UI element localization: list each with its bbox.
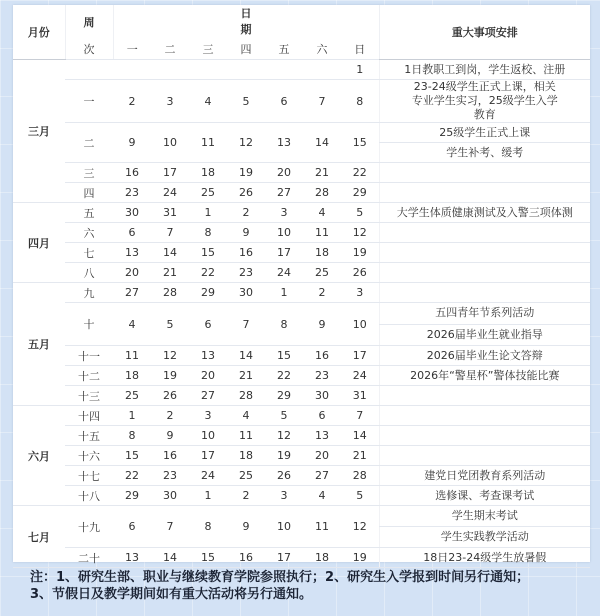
event-cell — [379, 386, 590, 406]
date-cell: 5 — [151, 303, 189, 346]
date-cell: 8 — [341, 80, 379, 123]
date-cell: 16 — [113, 163, 151, 183]
footnote-line-1: 注：1、研究生部、职业与继续教育学院参照执行；2、研究生入学报到时间另行通知； — [30, 570, 530, 585]
date-cell: 13 — [189, 346, 227, 366]
date-cell: 13 — [303, 426, 341, 446]
date-cell: 15 — [189, 548, 227, 568]
day-header-thu: 四 — [227, 39, 265, 60]
date-cell: 20 — [113, 263, 151, 283]
week-row — [13, 163, 590, 183]
date-cell: 21 — [303, 163, 341, 183]
calendar-card — [13, 5, 590, 565]
week-row — [13, 223, 590, 243]
date-cell: 23 — [303, 366, 341, 386]
date-cell: 22 — [189, 263, 227, 283]
week-number: 十九 — [65, 506, 113, 548]
event-cell: 学生实践教学活动 — [379, 527, 590, 548]
date-cell: 2 — [227, 203, 265, 223]
event-cell: 1日教职工到岗，学生返校、注册 — [379, 60, 590, 80]
date-cell: 11 — [303, 223, 341, 243]
date-cell: 19 — [265, 446, 303, 466]
date-cell: 2 — [227, 486, 265, 506]
month-label: 四月 — [13, 203, 65, 283]
date-cell: 28 — [341, 466, 379, 486]
date-cell: 6 — [113, 506, 151, 548]
date-cell: 9 — [151, 426, 189, 446]
event-cell — [379, 243, 590, 263]
month-label: 三月 — [13, 60, 65, 203]
date-cell: 4 — [227, 406, 265, 426]
week-row — [13, 203, 590, 223]
date-cell: 29 — [189, 283, 227, 303]
event-cell: 2026年“警星杯”警体技能比赛 — [379, 366, 590, 386]
event-cell: 学生补考、缓考 — [379, 143, 590, 163]
date-cell: 11 — [189, 123, 227, 163]
date-cell: 7 — [151, 506, 189, 548]
date-cell — [265, 60, 303, 80]
date-cell: 14 — [151, 243, 189, 263]
week-row — [13, 506, 590, 527]
date-cell: 22 — [341, 163, 379, 183]
date-cell — [113, 60, 151, 80]
date-cell: 4 — [303, 203, 341, 223]
event-cell: 18日23-24级学生放暑假 — [379, 548, 590, 568]
date-cell: 17 — [265, 548, 303, 568]
week-number: 三 — [65, 163, 113, 183]
week-row — [13, 183, 590, 203]
date-cell: 25 — [227, 466, 265, 486]
week-number: 二十 — [65, 548, 113, 568]
date-header — [113, 5, 379, 39]
week-row — [13, 466, 590, 486]
event-cell: 学生期末考试 — [379, 506, 590, 527]
date-cell: 15 — [265, 346, 303, 366]
date-cell: 5 — [265, 406, 303, 426]
date-cell: 29 — [113, 486, 151, 506]
week-number: 五 — [65, 203, 113, 223]
date-cell: 4 — [189, 80, 227, 123]
week-number: 十六 — [65, 446, 113, 466]
day-header-sun: 日 — [341, 39, 379, 60]
week-row — [13, 346, 590, 366]
event-cell — [379, 406, 590, 426]
event-cell: 2026届毕业生论文答辩 — [379, 346, 590, 366]
date-cell: 2 — [151, 406, 189, 426]
date-cell: 14 — [341, 426, 379, 446]
week-number: 四 — [65, 183, 113, 203]
week-number: 十二 — [65, 366, 113, 386]
date-cell: 18 — [227, 446, 265, 466]
date-cell: 6 — [189, 303, 227, 346]
event-cell: 大学生体质健康测试及入警三项体测 — [379, 203, 590, 223]
date-cell: 15 — [113, 446, 151, 466]
date-cell: 17 — [151, 163, 189, 183]
date-cell: 5 — [341, 486, 379, 506]
date-cell: 28 — [303, 183, 341, 203]
date-cell: 18 — [189, 163, 227, 183]
date-cell: 3 — [265, 203, 303, 223]
date-cell: 10 — [341, 303, 379, 346]
date-cell: 16 — [227, 548, 265, 568]
date-cell: 20 — [303, 446, 341, 466]
footnote-line-2: 3、节假日及教学期间如有重大活动将另行通知。 — [30, 587, 313, 602]
date-cell: 26 — [265, 466, 303, 486]
date-cell: 20 — [265, 163, 303, 183]
date-cell — [303, 60, 341, 80]
date-cell: 2 — [303, 283, 341, 303]
date-cell: 4 — [303, 486, 341, 506]
date-cell: 9 — [303, 303, 341, 346]
date-cell: 18 — [113, 366, 151, 386]
date-cell: 31 — [151, 203, 189, 223]
date-cell: 10 — [265, 223, 303, 243]
event-cell — [379, 426, 590, 446]
date-cell: 18 — [303, 243, 341, 263]
calendar-body — [13, 60, 590, 568]
date-cell: 12 — [151, 346, 189, 366]
week-number — [65, 60, 113, 80]
date-cell: 26 — [227, 183, 265, 203]
date-cell: 24 — [151, 183, 189, 203]
week-row — [13, 406, 590, 426]
month-label: 五月 — [13, 283, 65, 406]
date-cell: 9 — [227, 223, 265, 243]
week-number: 十五 — [65, 426, 113, 446]
date-cell: 16 — [303, 346, 341, 366]
date-cell: 23 — [113, 183, 151, 203]
week-number: 九 — [65, 283, 113, 303]
day-header-tue: 二 — [151, 39, 189, 60]
week-number: 二 — [65, 123, 113, 163]
date-cell: 7 — [303, 80, 341, 123]
date-cell: 1 — [341, 60, 379, 80]
date-cell: 3 — [265, 486, 303, 506]
date-cell: 11 — [303, 506, 341, 548]
day-header-mon: 一 — [113, 39, 151, 60]
date-cell: 10 — [189, 426, 227, 446]
date-cell: 5 — [227, 80, 265, 123]
date-cell: 26 — [151, 386, 189, 406]
date-cell: 19 — [227, 163, 265, 183]
date-cell: 1 — [189, 486, 227, 506]
date-cell: 3 — [151, 80, 189, 123]
date-cell: 6 — [303, 406, 341, 426]
date-cell — [227, 60, 265, 80]
date-cell: 11 — [113, 346, 151, 366]
event-cell: 2026届毕业生就业指导 — [379, 324, 590, 346]
week-header-bottom: 次 — [65, 39, 113, 60]
date-cell: 23 — [227, 263, 265, 283]
date-cell: 30 — [303, 386, 341, 406]
week-number: 十四 — [65, 406, 113, 426]
date-cell: 1 — [189, 203, 227, 223]
date-cell: 6 — [113, 223, 151, 243]
date-cell: 16 — [151, 446, 189, 466]
date-cell — [151, 60, 189, 80]
date-cell: 12 — [341, 506, 379, 548]
date-cell: 9 — [113, 123, 151, 163]
week-number: 六 — [65, 223, 113, 243]
date-cell: 10 — [151, 123, 189, 163]
event-cell — [379, 283, 590, 303]
week-row — [13, 283, 590, 303]
events-header: 重大事项安排 — [379, 5, 590, 60]
week-number: 十 — [65, 303, 113, 346]
date-cell: 27 — [189, 386, 227, 406]
week-number: 十三 — [65, 386, 113, 406]
date-cell: 27 — [303, 466, 341, 486]
date-cell: 25 — [303, 263, 341, 283]
date-cell: 27 — [265, 183, 303, 203]
event-cell: 23-24级学生正式上课，相关专业学生实习，25级学生入学教育 — [379, 80, 590, 123]
date-cell: 15 — [341, 123, 379, 163]
date-cell: 12 — [341, 223, 379, 243]
date-cell: 21 — [227, 366, 265, 386]
date-cell: 22 — [265, 366, 303, 386]
event-cell — [379, 223, 590, 243]
month-header: 月份 — [13, 5, 65, 60]
event-cell: 建党日党团教育系列活动 — [379, 466, 590, 486]
date-cell: 24 — [341, 366, 379, 386]
date-cell: 1 — [265, 283, 303, 303]
date-cell: 11 — [227, 426, 265, 446]
week-row — [13, 366, 590, 386]
day-header-sat: 六 — [303, 39, 341, 60]
date-cell: 17 — [265, 243, 303, 263]
header-row-1 — [13, 5, 590, 39]
date-cell: 8 — [189, 506, 227, 548]
event-cell — [379, 446, 590, 466]
date-cell: 19 — [151, 366, 189, 386]
date-cell: 19 — [341, 243, 379, 263]
date-cell: 20 — [189, 366, 227, 386]
date-cell: 30 — [227, 283, 265, 303]
week-number: 八 — [65, 263, 113, 283]
date-cell: 22 — [113, 466, 151, 486]
date-cell: 8 — [189, 223, 227, 243]
week-row — [13, 386, 590, 406]
week-number: 十七 — [65, 466, 113, 486]
date-cell: 28 — [151, 283, 189, 303]
event-cell — [379, 163, 590, 183]
event-cell: 五四青年节系列活动 — [379, 303, 590, 325]
event-cell: 选修课、考查课考试 — [379, 486, 590, 506]
date-cell: 13 — [113, 243, 151, 263]
date-cell: 13 — [113, 548, 151, 568]
academic-calendar-table — [13, 5, 590, 568]
date-cell: 17 — [189, 446, 227, 466]
week-row — [13, 426, 590, 446]
event-cell: 25级学生正式上课 — [379, 123, 590, 143]
week-number: 七 — [65, 243, 113, 263]
month-label: 七月 — [13, 506, 65, 568]
date-cell: 9 — [227, 506, 265, 548]
week-row — [13, 303, 590, 325]
date-cell: 14 — [303, 123, 341, 163]
date-cell: 7 — [227, 303, 265, 346]
date-cell: 18 — [303, 548, 341, 568]
date-cell: 8 — [265, 303, 303, 346]
date-cell: 2 — [113, 80, 151, 123]
week-row — [13, 80, 590, 123]
date-cell: 26 — [341, 263, 379, 283]
date-cell: 7 — [151, 223, 189, 243]
week-row — [13, 123, 590, 143]
month-label: 六月 — [13, 406, 65, 506]
date-cell: 3 — [341, 283, 379, 303]
date-cell: 31 — [341, 386, 379, 406]
week-row — [13, 60, 590, 80]
date-cell: 30 — [113, 203, 151, 223]
week-row — [13, 243, 590, 263]
date-cell: 23 — [151, 466, 189, 486]
week-header-top: 周 — [65, 5, 113, 39]
event-cell — [379, 183, 590, 203]
date-cell: 25 — [113, 386, 151, 406]
week-number: 十八 — [65, 486, 113, 506]
date-cell: 10 — [265, 506, 303, 548]
week-row — [13, 263, 590, 283]
date-cell: 30 — [151, 486, 189, 506]
week-number: 十一 — [65, 346, 113, 366]
event-cell — [379, 263, 590, 283]
date-cell: 8 — [113, 426, 151, 446]
date-cell: 14 — [227, 346, 265, 366]
date-cell: 25 — [189, 183, 227, 203]
date-header-bottom: 期 — [240, 23, 252, 36]
date-cell: 12 — [265, 426, 303, 446]
date-cell: 5 — [341, 203, 379, 223]
week-row — [13, 548, 590, 568]
date-cell: 12 — [227, 123, 265, 163]
date-cell: 3 — [189, 406, 227, 426]
date-cell: 13 — [265, 123, 303, 163]
date-cell: 24 — [189, 466, 227, 486]
date-cell: 29 — [341, 183, 379, 203]
date-cell: 27 — [113, 283, 151, 303]
week-row — [13, 446, 590, 466]
date-cell: 24 — [265, 263, 303, 283]
day-header-fri: 五 — [265, 39, 303, 60]
date-cell — [189, 60, 227, 80]
week-number: 一 — [65, 80, 113, 123]
date-cell: 28 — [227, 386, 265, 406]
date-header-top: 日 — [240, 7, 252, 20]
date-cell: 6 — [265, 80, 303, 123]
date-cell: 14 — [151, 548, 189, 568]
date-cell: 7 — [341, 406, 379, 426]
date-cell: 21 — [151, 263, 189, 283]
date-cell: 29 — [265, 386, 303, 406]
date-cell: 16 — [227, 243, 265, 263]
day-header-wed: 三 — [189, 39, 227, 60]
footnote — [30, 569, 590, 603]
date-cell: 21 — [341, 446, 379, 466]
date-cell: 19 — [341, 548, 379, 568]
date-cell: 15 — [189, 243, 227, 263]
date-cell: 1 — [113, 406, 151, 426]
date-cell: 4 — [113, 303, 151, 346]
week-row — [13, 486, 590, 506]
date-cell: 17 — [341, 346, 379, 366]
